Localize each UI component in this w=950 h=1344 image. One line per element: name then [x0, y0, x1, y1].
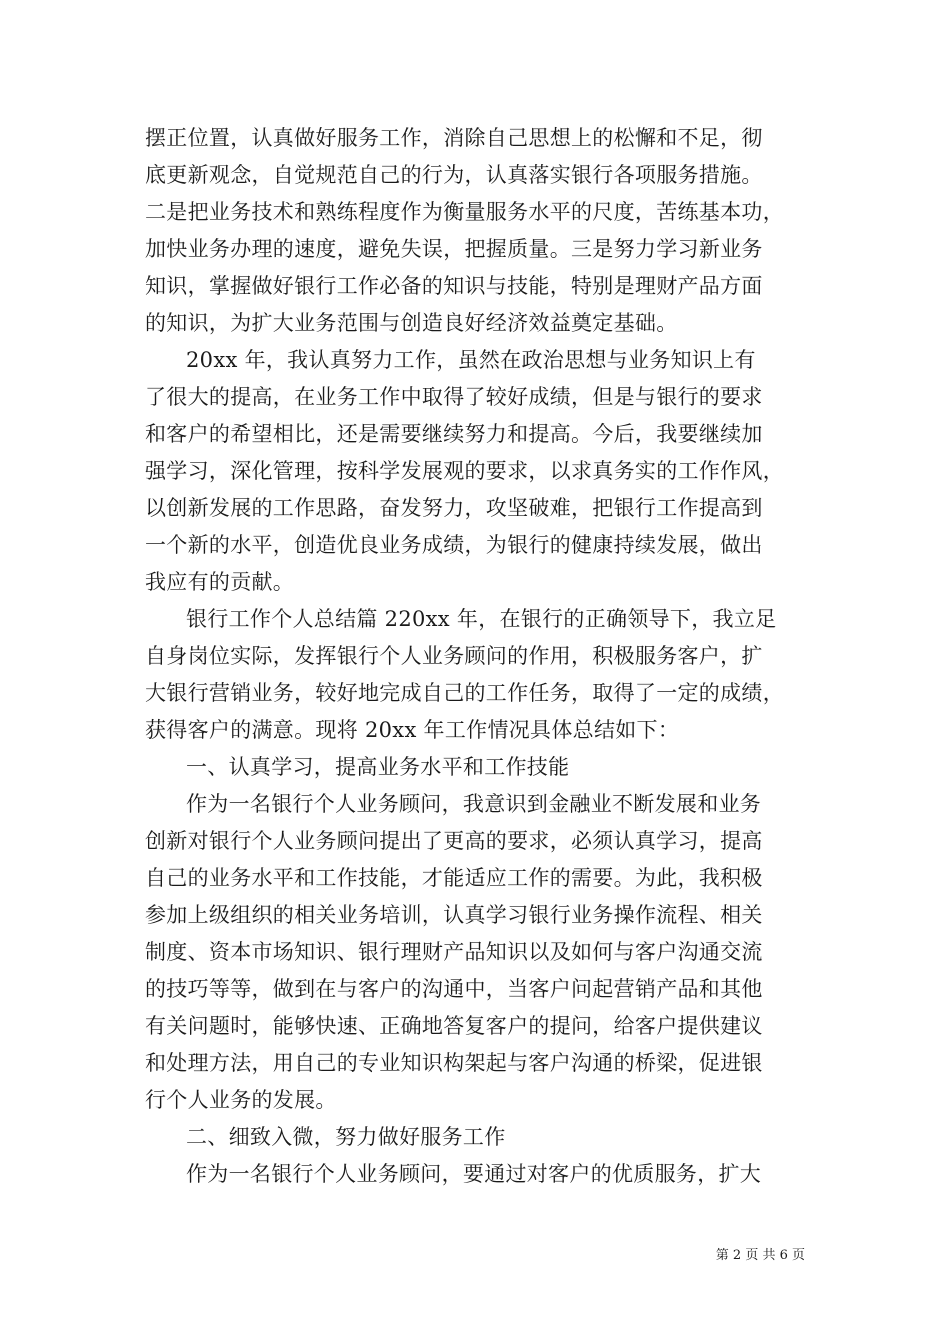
document-body [145, 120, 815, 1193]
text-line: 行个人业务的发展。 [145, 1088, 337, 1112]
text-line: 以创新发展的工作思路，奋发努力，攻坚破难，把银行工作提高到 [145, 496, 763, 520]
text-line: 的知识，为扩大业务范围与创造良好经济效益奠定基础。 [145, 311, 678, 335]
text-line: 参加上级组织的相关业务培训，认真学习银行业务操作流程、相关 [145, 903, 763, 927]
paragraph-start-line: 作为一名银行个人业务顾问，要通过对客户的优质服务，扩大 [186, 1162, 762, 1186]
page-number-footer: 第 2 页 共 6 页 [715, 1248, 805, 1263]
section-heading: 一、认真学习，提高业务水平和工作技能 [186, 755, 570, 779]
text-line: 我应有的贡献。 [145, 570, 295, 594]
text-line: 一个新的水平，创造优良业务成绩，为银行的健康持续发展，做出 [145, 533, 763, 557]
text-line: 自己的业务水平和工作技能，才能适应工作的需要。为此，我积极 [145, 866, 763, 890]
text-line: 大银行营销业务，较好地完成自己的工作任务，取得了一定的成绩， [145, 681, 784, 705]
text-line: 底更新观念，自觉规范自己的行为，认真落实银行各项服务措施。 [145, 163, 763, 187]
text-line: 摆正位置，认真做好服务工作，消除自己思想上的松懈和不足，彻 [145, 126, 763, 150]
section-heading: 二、细致入微，努力做好服务工作 [186, 1125, 506, 1149]
text-line: 有关问题时，能够快速、正确地答复客户的提问，给客户提供建议 [145, 1014, 763, 1038]
text-line: 自身岗位实际，发挥银行个人业务顾问的作用，积极服务客户，扩 [145, 644, 763, 668]
text-line: 创新对银行个人业务顾问提出了更高的要求，必须认真学习，提高 [145, 829, 763, 853]
text-line: 强学习，深化管理，按科学发展观的要求，以求真务实的工作作风， [145, 459, 784, 483]
text-line: 制度、资本市场知识、银行理财产品知识以及如何与客户沟通交流 [145, 940, 763, 964]
text-line: 和客户的希望相比，还是需要继续努力和提高。今后，我要继续加 [145, 422, 763, 446]
text-line: 的技巧等等，做到在与客户的沟通中，当客户问起营销产品和其他 [145, 977, 763, 1001]
text-line: 了很大的提高，在业务工作中取得了较好成绩，但是与银行的要求 [145, 385, 763, 409]
text-line: 和处理方法，用自己的专业知识构架起与客户沟通的桥梁，促进银 [145, 1051, 763, 1075]
text-line: 知识，掌握做好银行工作必备的知识与技能，特别是理财产品方面 [145, 274, 763, 298]
paragraph-start-line: 银行工作个人总结篇 220xx 年，在银行的正确领导下，我立足 [186, 607, 777, 631]
text-line: 二是把业务技术和熟练程度作为衡量服务水平的尺度，苦练基本功， [145, 200, 784, 224]
text-line: 获得客户的满意。现将 20xx 年工作情况具体总结如下： [145, 718, 680, 742]
paragraph-start-line: 作为一名银行个人业务顾问，我意识到金融业不断发展和业务 [186, 792, 762, 816]
text-line: 加快业务办理的速度，避免失误，把握质量。三是努力学习新业务 [145, 237, 763, 261]
paragraph-start-line: 20xx 年，我认真努力工作，虽然在政治思想与业务知识上有 [186, 348, 756, 372]
